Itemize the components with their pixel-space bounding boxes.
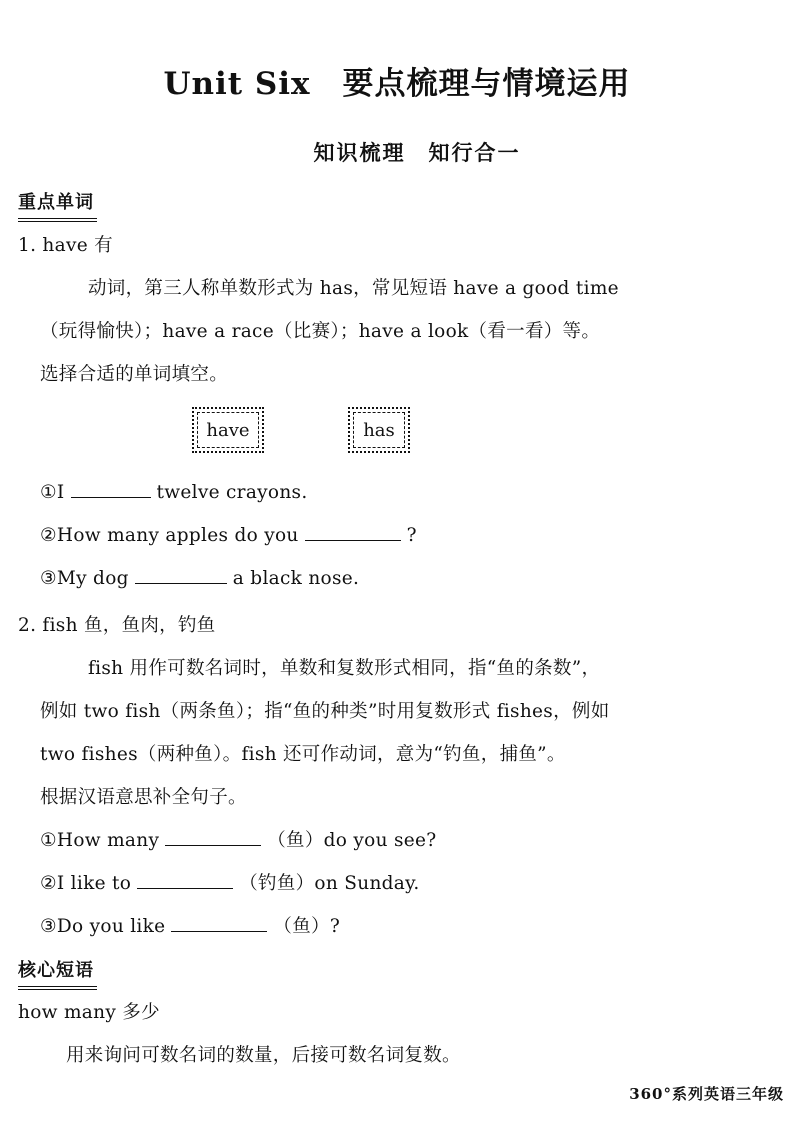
item2-question3 — [40, 912, 340, 938]
answer-blank[interactable] — [71, 496, 151, 498]
question-suffix: （鱼）do you see? — [267, 830, 437, 851]
question-suffix: （鱼）? — [273, 916, 341, 937]
question-prefix: ②I like to — [40, 873, 132, 894]
question-suffix: （钓鱼）on Sunday. — [239, 873, 420, 894]
item2-instruction: 根据汉语意思补全句子。 — [40, 787, 247, 808]
item2-desc-line3: two fishes（两种鱼）。fish 还可作动词，意为“钓鱼，捕鱼”。 — [40, 744, 566, 765]
heading-underline-second — [18, 989, 97, 990]
item2-question2 — [40, 869, 420, 895]
heading-underline — [18, 986, 97, 987]
answer-blank[interactable] — [165, 844, 261, 846]
question-prefix: ③Do you like — [40, 916, 166, 937]
word-option-box — [192, 407, 264, 453]
question-suffix: a black nose. — [232, 568, 360, 589]
item2-desc-line1: fish 用作可数名词时，单数和复数形式相同，指“鱼的条数”， — [88, 658, 601, 679]
heading-underline — [18, 218, 97, 219]
page-title: Unit Six 要点梳理与情境运用 — [163, 66, 631, 102]
word-option-text: have — [206, 419, 250, 441]
question-suffix: ? — [406, 525, 417, 546]
section-heading-key-phrases — [18, 956, 94, 982]
phrase-head: how many 多少 — [18, 1002, 160, 1023]
page-subtitle: 知识梳理 知行合一 — [313, 140, 521, 165]
answer-blank[interactable] — [305, 539, 401, 541]
item1-question3 — [40, 568, 359, 589]
item1-desc-line2: （玩得愉快）；have a race（比赛）；have a look（看一看）等。 — [40, 321, 601, 342]
answer-blank[interactable] — [137, 887, 233, 889]
section-heading-label: 重点单词 — [18, 192, 94, 213]
item1-instruction: 选择合适的单词填空。 — [40, 364, 229, 385]
answer-blank[interactable] — [171, 930, 267, 932]
phrase-desc: 用来询问可数名词的数量，后接可数名词复数。 — [66, 1045, 461, 1066]
item2-head: 2. fish 鱼，鱼肉，钓鱼 — [18, 615, 216, 636]
answer-blank[interactable] — [135, 582, 227, 584]
item1-question1 — [40, 482, 308, 503]
page-footer: 360°系列英语三年级 — [629, 1085, 784, 1103]
item1-question2 — [40, 525, 417, 546]
section-heading-label: 核心短语 — [18, 960, 94, 981]
question-prefix: ③My dog — [40, 568, 129, 589]
word-option-box — [348, 407, 410, 453]
word-option-text: has — [363, 419, 395, 441]
section-heading-key-words — [18, 188, 94, 214]
item1-desc-line1: 动词，第三人称单数形式为 has，常见短语 have a good time — [88, 278, 619, 299]
heading-underline-second — [18, 221, 97, 222]
item2-desc-line2: 例如 two fish（两条鱼）；指“鱼的种类”时用复数形式 fishes，例如 — [40, 701, 610, 722]
question-prefix: ①I — [40, 482, 65, 503]
question-prefix: ①How many — [40, 830, 160, 851]
item1-head: 1. have 有 — [18, 235, 113, 256]
question-suffix: twelve crayons. — [156, 482, 308, 503]
item2-question1 — [40, 826, 436, 852]
question-prefix: ②How many apples do you — [40, 525, 299, 546]
